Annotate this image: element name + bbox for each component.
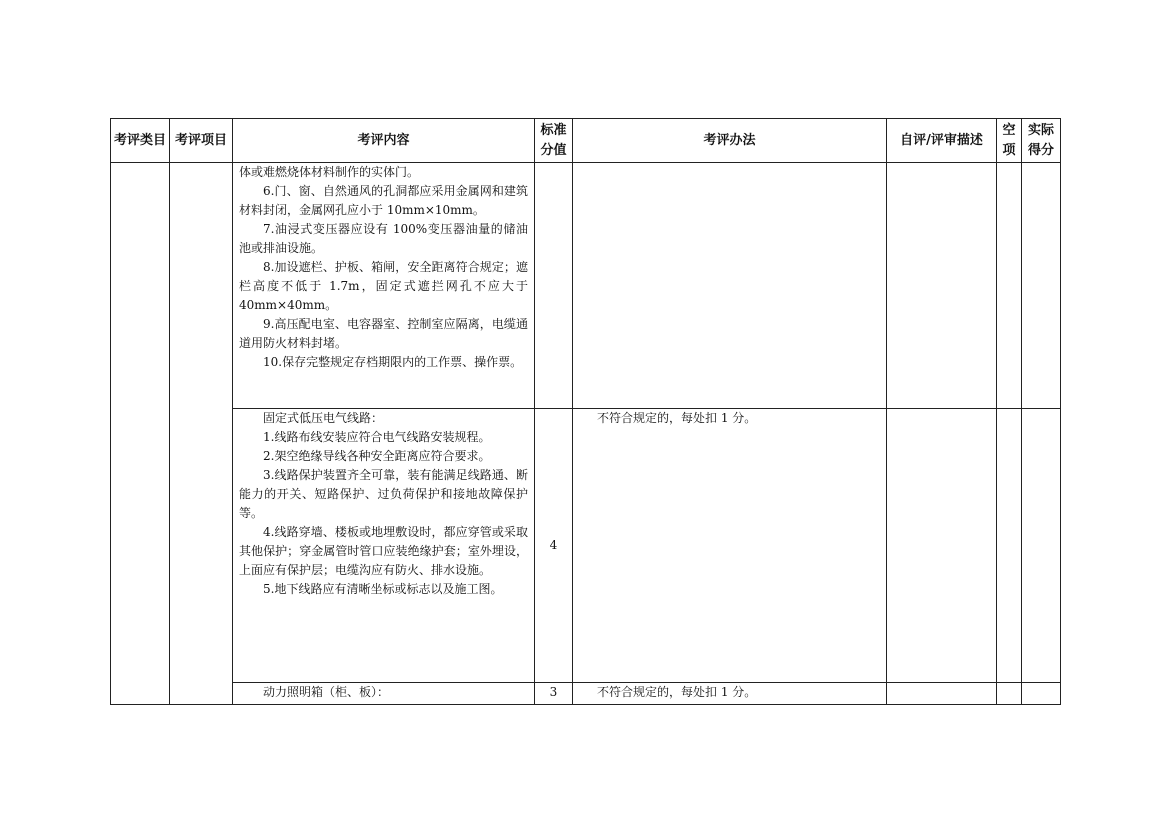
- method-text: 不符合规定的，每处扣 1 分。: [597, 685, 757, 699]
- table-row: [111, 683, 1061, 705]
- content-line: 7.油浸式变压器应设有 100%变压器油量的储油池或排油设施。: [239, 222, 528, 255]
- header-item: 考评项目: [170, 119, 233, 163]
- content-line: 体或难燃烧体材料制作的实体门。: [239, 165, 420, 179]
- blank-cell[interactable]: [997, 163, 1022, 409]
- content-cell: [233, 409, 535, 683]
- score-cell: 3: [535, 683, 573, 705]
- content-line: 9.高压配电室、电容器室、控制室应隔离，电缆通道用防火材料封堵。: [239, 317, 528, 350]
- content-line: 6.门、窗、自然通风的孔洞都应采用金属网和建筑材料封闭，金属网孔应小于 10mm×10mm。: [239, 184, 528, 217]
- content-cell: [233, 683, 535, 705]
- blank-cell[interactable]: [997, 683, 1022, 705]
- self-review-cell[interactable]: [887, 409, 997, 683]
- header-category: 考评类目: [111, 119, 170, 163]
- content-line: 8.加设遮栏、护板、箱闸，安全距离符合规定；遮栏高度不低于 1.7m，固定式遮拦网孔不应大于 40mm×40mm。: [239, 260, 528, 312]
- content-line: 固定式低压电气线路：: [263, 411, 384, 425]
- content-text: [233, 683, 534, 702]
- header-blank: 空项: [997, 119, 1022, 163]
- header-method: 考评办法: [573, 119, 887, 163]
- self-review-cell[interactable]: [887, 683, 997, 705]
- method-cell: [573, 409, 887, 683]
- evaluation-table: [110, 118, 1061, 705]
- score-cell: 4: [535, 409, 573, 683]
- content-line: 3.线路保护装置齐全可靠，装有能满足线路通、断能力的开关、短路保护、过负荷保护和接地故障保护等。: [239, 468, 528, 520]
- table-row: [111, 163, 1061, 409]
- header-actual-score: 实际得分: [1022, 119, 1061, 163]
- content-cell: [233, 163, 535, 409]
- actual-score-cell[interactable]: [1022, 409, 1061, 683]
- content-line: 10.保存完整规定存档期限内的工作票、操作票。: [263, 355, 523, 369]
- self-review-cell[interactable]: [887, 163, 997, 409]
- content-line: 动力照明箱（柜、板）：: [263, 685, 390, 699]
- actual-score-cell[interactable]: [1022, 163, 1061, 409]
- header-content: 考评内容: [233, 119, 535, 163]
- content-line: 5.地下线路应有清晰坐标或标志以及施工图。: [263, 582, 503, 596]
- content-line: 2.架空绝缘导线各种安全距离应符合要求。: [263, 449, 491, 463]
- item-cell: [170, 163, 233, 705]
- blank-cell[interactable]: [997, 409, 1022, 683]
- score-cell: [535, 163, 573, 409]
- method-cell: [573, 683, 887, 705]
- content-text: [233, 163, 534, 372]
- content-text: [233, 409, 534, 599]
- method-cell: [573, 163, 887, 409]
- content-line: 1.线路布线安装应符合电气线路安装规程。: [263, 430, 491, 444]
- header-self-review: 自评/评审描述: [887, 119, 997, 163]
- actual-score-cell[interactable]: [1022, 683, 1061, 705]
- table-row: [111, 409, 1061, 683]
- header-standard-score: 标准分值: [535, 119, 573, 163]
- table-header-row: [111, 119, 1061, 163]
- content-line: 4.线路穿墙、楼板或地埋敷设时，都应穿管或采取其他保护；穿金属管时管口应装绝缘护套；室外埋设，上面应有保护层；电缆沟应有防火、排水设施。: [239, 525, 528, 577]
- method-text: 不符合规定的，每处扣 1 分。: [597, 411, 757, 425]
- category-cell: [111, 163, 170, 705]
